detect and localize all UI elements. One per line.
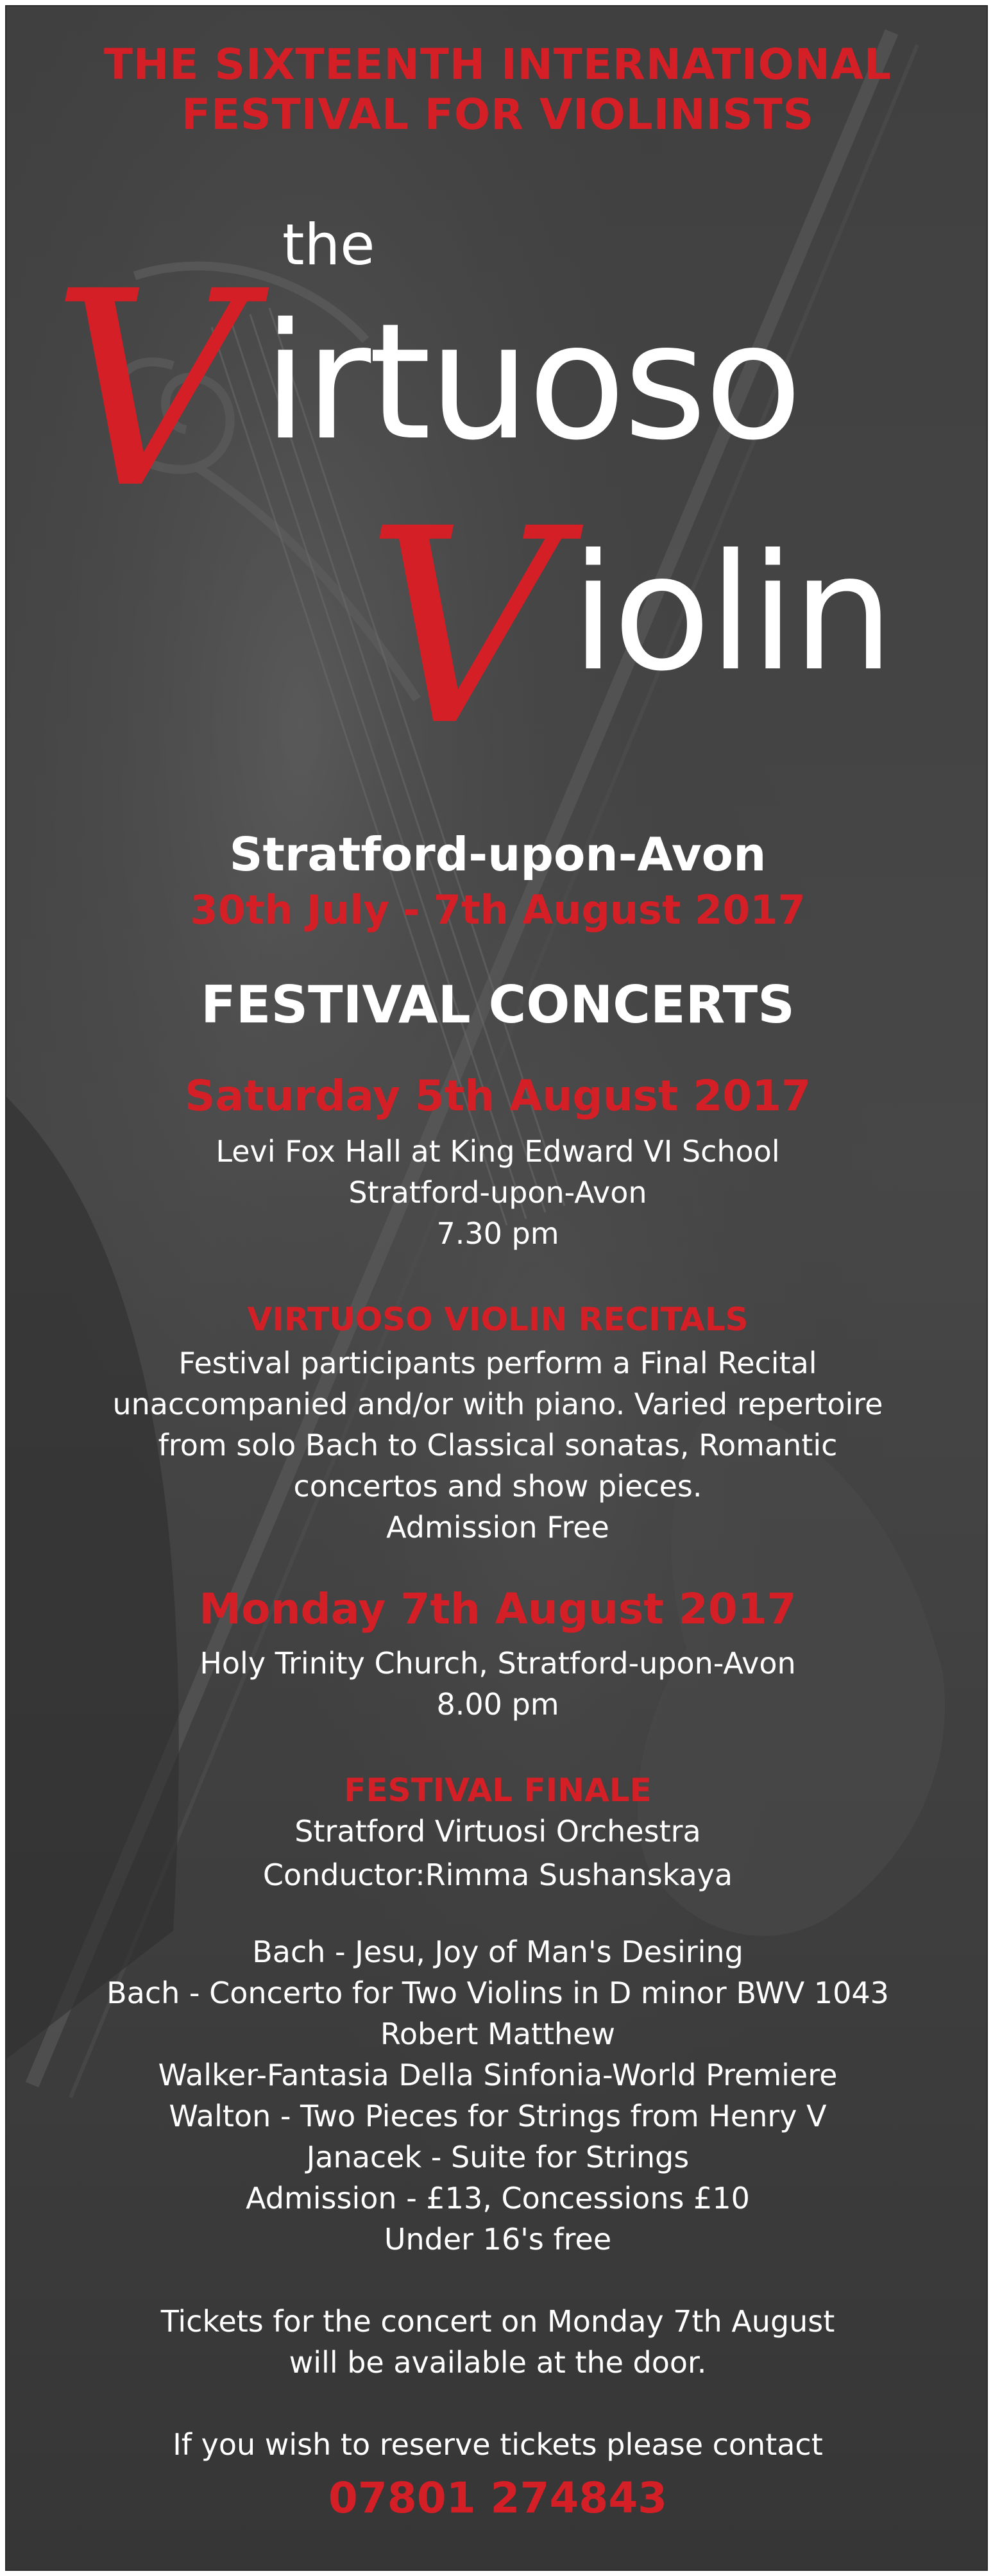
event2-venue: Holy Trinity Church, Stratford-upon-Avon <box>199 1646 796 1681</box>
festival-dates: 30th July - 7th August 2017 <box>190 886 806 933</box>
festival-poster <box>5 5 988 2571</box>
event2-date: Monday 7th August 2017 <box>199 1584 797 1634</box>
event1-date: Saturday 5th August 2017 <box>184 1071 811 1121</box>
event1-description-line: concertos and show pieces. <box>293 1469 702 1504</box>
title-v-violin: V <box>366 471 561 785</box>
event1-venue-line2: Stratford-upon-Avon <box>348 1175 647 1210</box>
programme-item: Janacek - Suite for Strings <box>306 2140 690 2174</box>
event2-under16: Under 16's free <box>384 2222 612 2257</box>
programme-item: Robert Matthew <box>380 2017 616 2051</box>
title-word-violin: iolin <box>571 520 892 706</box>
event1-description-line: unaccompanied and/or with piano. Varied repertoire <box>112 1387 883 1421</box>
event2-admission: Admission - £13, Concessions £10 <box>246 2181 750 2216</box>
event1-description-line: Festival participants perform a Final Recital <box>178 1346 817 1380</box>
event2-time: 8.00 pm <box>436 1687 559 1722</box>
section-title: FESTIVAL CONCERTS <box>201 975 795 1035</box>
programme-item: Bach - Jesu, Joy of Man's Desiring <box>252 1935 743 1969</box>
event1-time: 7.30 pm <box>436 1216 559 1251</box>
programme-item: Walton - Two Pieces for Strings from Henry V <box>169 2099 827 2133</box>
title-the: the <box>282 212 375 278</box>
title-v-virtuoso: V <box>51 234 246 548</box>
title-word-virtuoso: irtuoso <box>263 289 800 475</box>
contact-text: If you wish to reserve tickets please contact <box>173 2427 823 2462</box>
banner-line-1: THE SIXTEENTH INTERNATIONAL <box>104 40 892 89</box>
event1-admission: Admission Free <box>386 1510 609 1545</box>
tickets-line1: Tickets for the concert on Monday 7th August <box>160 2304 835 2339</box>
location-heading: Stratford-upon-Avon <box>229 827 767 881</box>
event2-conductor: Conductor:Rimma Sushanskaya <box>262 1858 733 1892</box>
event2-orchestra: Stratford Virtuosi Orchestra <box>294 1814 701 1849</box>
contact-phone: 07801 274843 <box>328 2473 668 2523</box>
event2-heading: FESTIVAL FINALE <box>344 1772 652 1809</box>
programme-item: Bach - Concerto for Two Violins in D minor BWV 1043 <box>106 1976 889 2010</box>
poster-text <box>6 6 988 2571</box>
event1-description-line: from solo Bach to Classical sonatas, Romantic <box>158 1428 838 1462</box>
event1-heading: VIRTUOSO VIOLIN RECITALS <box>247 1301 749 1338</box>
event1-venue-line1: Levi Fox Hall at King Edward VI School <box>216 1134 780 1169</box>
banner-line-2: FESTIVAL FOR VIOLINISTS <box>181 90 815 139</box>
tickets-line2: will be available at the door. <box>289 2345 707 2380</box>
programme-item: Walker-Fantasia Della Sinfonia-World Premiere <box>158 2058 838 2092</box>
